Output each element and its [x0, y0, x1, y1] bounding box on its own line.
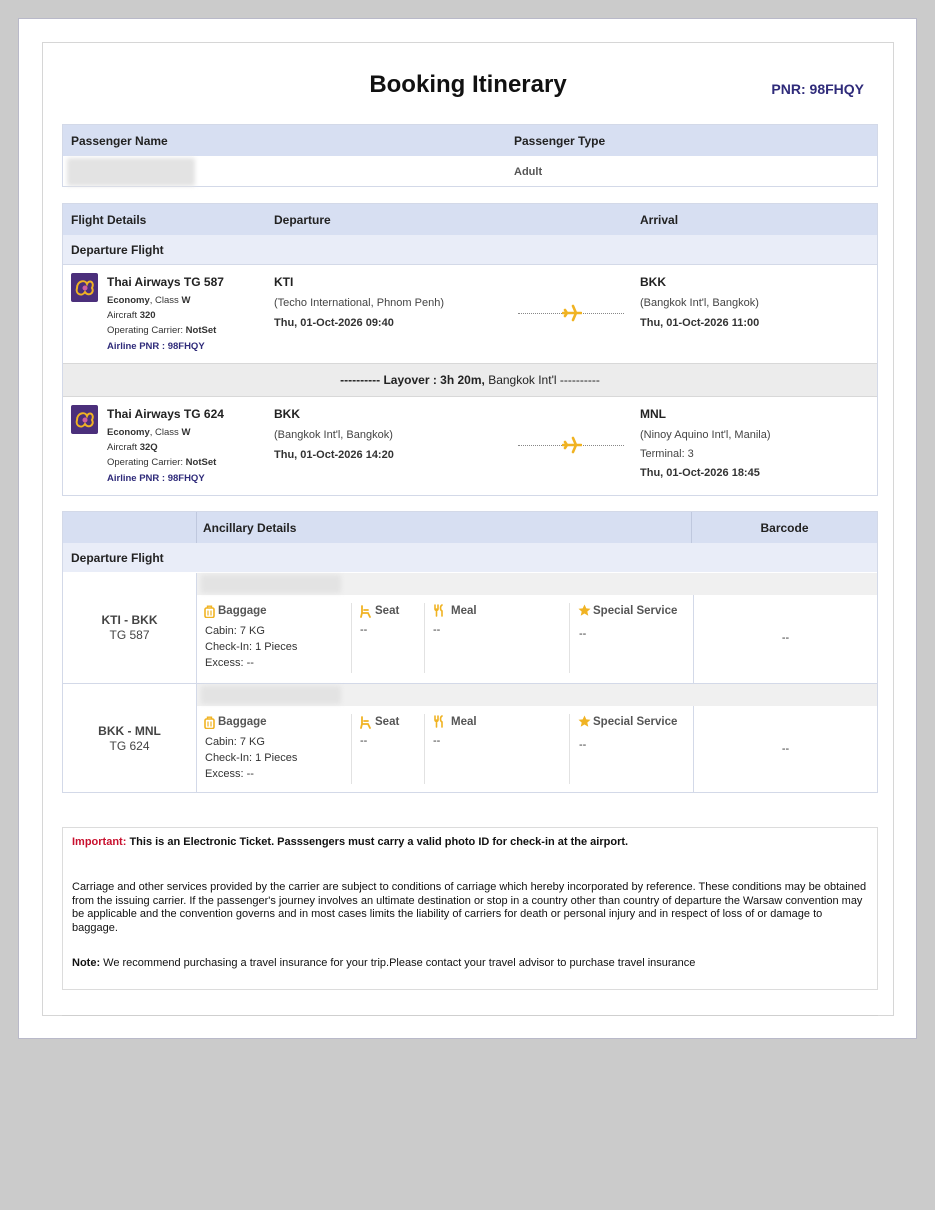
notes-panel: [62, 827, 878, 990]
divider: [424, 603, 425, 673]
flight-header-row: [63, 204, 877, 235]
note-label: Note:: [72, 957, 101, 969]
baggage-label: Baggage: [218, 716, 267, 728]
operating-value: NotSet: [185, 457, 217, 468]
departure-time: Thu, 01-Oct-2026 14:20: [274, 449, 394, 461]
arrival-airport: (Bangkok Int'l, Bangkok): [640, 297, 759, 309]
checkin-baggage: Check-In: 1 Pieces: [205, 752, 298, 764]
ancillary-header: Ancillary Details: [203, 521, 297, 535]
plane-icon: [562, 304, 582, 327]
divider: [569, 603, 570, 673]
ancillary-segment: [63, 573, 877, 684]
cabin: Economy: [107, 295, 150, 306]
meal-value: --: [433, 624, 441, 636]
cabin-baggage: Cabin: 7 KG: [205, 736, 265, 748]
segment-flight: TG 624: [109, 739, 150, 753]
aircraft-type: 320: [139, 310, 156, 321]
special-service-label: Special Service: [593, 716, 678, 728]
divider: [569, 714, 570, 784]
departure-airport: (Techo International, Phnom Penh): [274, 297, 444, 309]
section-title: Departure Flight: [71, 243, 164, 257]
arrival-time: Thu, 01-Oct-2026 18:45: [640, 467, 760, 479]
important-text: This is an Electronic Ticket. Passsengers must carry a valid photo ID for check-in at the airport.: [126, 836, 629, 848]
checkin-baggage: Check-In: 1 Pieces: [205, 641, 298, 653]
class-prefix: , Class: [149, 427, 182, 438]
special-service-value: --: [579, 628, 587, 640]
divider: [351, 603, 352, 673]
cabin-class: [107, 295, 190, 306]
passenger-name-redacted: [201, 686, 341, 704]
seat-icon: [360, 605, 372, 623]
divider: [351, 714, 352, 784]
aircraft: [107, 310, 156, 321]
departure-header: Departure: [274, 213, 331, 227]
booking-class: W: [181, 427, 191, 438]
meal-icon: [433, 715, 446, 733]
operating-label: Operating Carrier:: [107, 457, 186, 468]
important-label: Important:: [72, 836, 127, 848]
seat-label: Seat: [375, 716, 400, 728]
ancillary-segment: [63, 684, 877, 792]
aircraft-label: Aircraft: [107, 310, 140, 321]
flight-row: [63, 397, 877, 495]
arrival-time: Thu, 01-Oct-2026 11:00: [640, 317, 760, 329]
departure-code: BKK: [274, 407, 300, 421]
seat-label: Seat: [375, 605, 400, 617]
layover-duration: ---------- Layover : 3h 20m,: [340, 373, 485, 387]
arrival-code: BKK: [640, 275, 666, 289]
arrival-header: Arrival: [640, 213, 679, 227]
plane-icon: [562, 436, 582, 459]
footer-divider: [62, 1015, 878, 1016]
departure-time: Thu, 01-Oct-2026 09:40: [274, 317, 394, 329]
aircraft: [107, 442, 158, 453]
excess-baggage: Excess: --: [205, 768, 254, 780]
layover-place: Bangkok Int'l ----------: [484, 373, 600, 387]
passenger-type-header: Passenger Type: [514, 134, 606, 148]
operating-value: NotSet: [185, 325, 217, 336]
segment-route: BKK - MNL: [98, 724, 161, 738]
airline-pnr: Airline PNR : 98FHQY: [107, 341, 205, 352]
segment-flight: TG 587: [109, 628, 150, 642]
baggage-icon: [204, 716, 215, 734]
flight-row: [63, 265, 877, 363]
passenger-name-redacted: [67, 158, 195, 186]
ancillary-table: [62, 511, 878, 793]
cabin-baggage: Cabin: 7 KG: [205, 625, 265, 637]
cabin: Economy: [107, 427, 150, 438]
section-title: Departure Flight: [71, 551, 164, 565]
passenger-table: [62, 124, 878, 187]
star-icon: [578, 715, 591, 733]
departure-code: KTI: [274, 275, 294, 289]
airline-flight: Thai Airways TG 587: [107, 275, 224, 289]
seat-value: --: [360, 624, 368, 636]
operating-carrier: [107, 325, 216, 336]
operating-label: Operating Carrier:: [107, 325, 186, 336]
divider: [196, 512, 197, 543]
barcode-value: --: [781, 743, 790, 755]
passenger-name-header: Passenger Name: [71, 134, 168, 148]
page-title: Booking Itinerary: [369, 71, 567, 98]
excess-baggage: Excess: --: [205, 657, 254, 669]
aircraft-type: 32Q: [139, 442, 158, 453]
special-service-label: Special Service: [593, 605, 678, 617]
important-notice: [72, 836, 868, 850]
departure-airport: (Bangkok Int'l, Bangkok): [274, 429, 393, 441]
itinerary-document: [42, 42, 894, 1016]
seat-value: --: [360, 735, 368, 747]
airline-pnr: Airline PNR : 98FHQY: [107, 473, 205, 484]
barcode-header: Barcode: [760, 521, 809, 535]
star-icon: [578, 604, 591, 622]
arrival-terminal: Terminal: 3: [640, 448, 694, 460]
passenger-header-row: [63, 125, 877, 156]
ancillary-header-row: [63, 512, 877, 543]
meal-label: Meal: [451, 716, 477, 728]
barcode-value: --: [781, 632, 790, 644]
segment-route: KTI - BKK: [101, 613, 158, 627]
divider: [424, 714, 425, 784]
flight-details-table: [62, 203, 878, 496]
ancillary-section: [63, 543, 877, 572]
special-service-value: --: [579, 739, 587, 751]
aircraft-label: Aircraft: [107, 442, 140, 453]
carriage-conditions: Carriage and other services provided by the carrier are subject to conditions of carriage which hereby incorporated by reference. These conditions may be obtained from the issuing carrier. If the passenger's journey involves an ultimate destination or stop in a country other than country of departure the Warsaw convention may be applicable and the convention governs and in most cases limits the liability of carriers for death or personal injury and in respect of loss of or damage to baggage.: [72, 881, 867, 934]
meal-label: Meal: [451, 605, 477, 617]
note-text: We recommend purchasing a travel insurance for your trip.Please contact your travel advisor to purchase travel insurance: [100, 957, 696, 969]
airline-flight: Thai Airways TG 624: [107, 407, 224, 421]
departure-flight-section: [63, 235, 877, 265]
meal-value: --: [433, 735, 441, 747]
pnr-label: PNR: 98FHQY: [771, 81, 864, 97]
page-sheet: [18, 18, 917, 1039]
class-prefix: , Class: [149, 295, 182, 306]
operating-carrier: [107, 457, 216, 468]
meal-icon: [433, 604, 446, 622]
arrival-airport: (Ninoy Aquino Int'l, Manila): [640, 429, 771, 441]
thai-airways-logo: [71, 405, 98, 434]
layover-bar: [63, 363, 877, 397]
baggage-icon: [204, 605, 215, 623]
arrival-code: MNL: [640, 407, 666, 421]
seat-icon: [360, 716, 372, 734]
thai-airways-logo: [71, 273, 98, 302]
booking-class: W: [181, 295, 191, 306]
flight-details-header: Flight Details: [71, 213, 147, 227]
cabin-class: [107, 427, 190, 438]
passenger-type: Adult: [514, 166, 543, 178]
insurance-note: [72, 957, 868, 971]
passenger-name-redacted: [201, 575, 341, 593]
baggage-label: Baggage: [218, 605, 267, 617]
